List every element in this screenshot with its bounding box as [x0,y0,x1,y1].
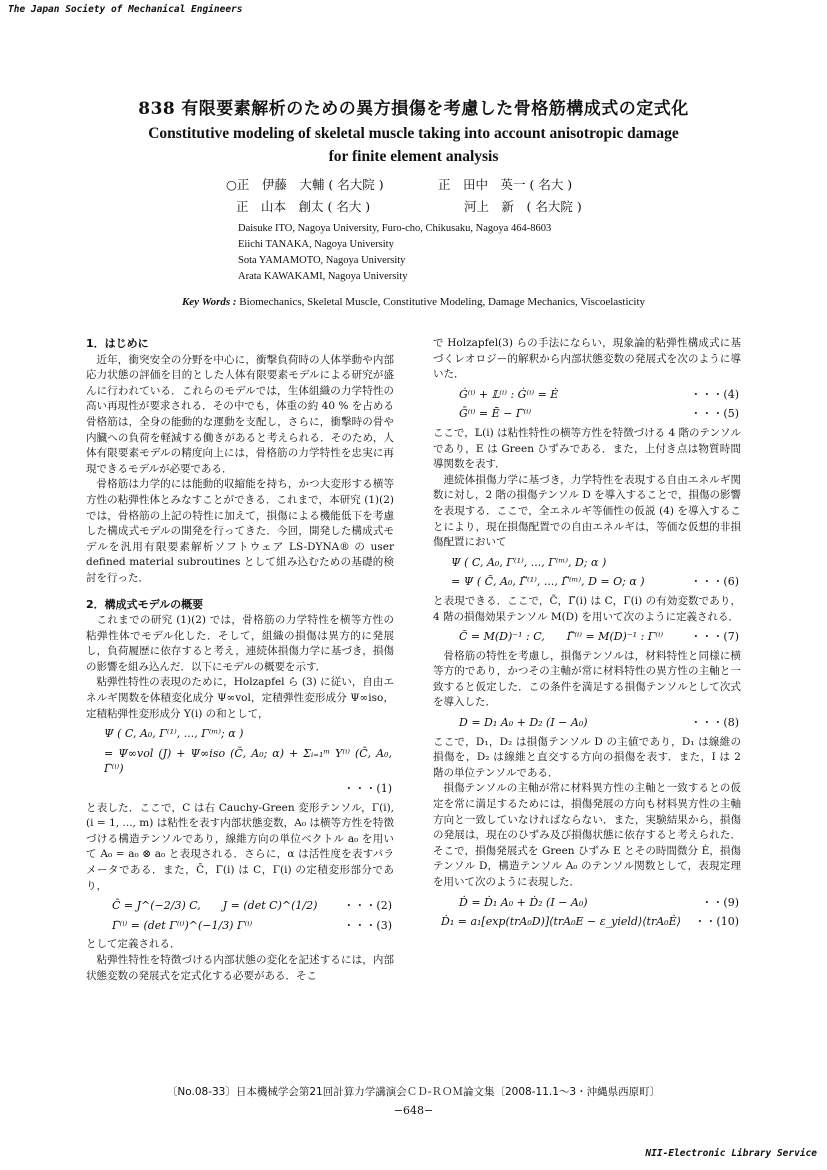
page-number: −648− [393,1104,434,1117]
paper-title-japanese [0,94,827,119]
equation-4: Ġ⁽ⁱ⁾ + 𝕃⁽ⁱ⁾ : Ġ⁽ⁱ⁾ = Ė ・・・(4) [459,387,739,401]
affiliation-3: Sota YAMAMOTO, Nagoya University [238,255,406,266]
paragraph: 粘弾性特性を特徴づける内部状態の変化を記述するには，内部状態変数の発展式を定式化する必要がある．そこ [86,953,394,982]
equation-6b: = Ψ ( C̃, A₀, Γ̃⁽¹⁾, ..., Γ̃⁽ᵐ⁾, D = O; α ) ・・・(6) [451,575,739,589]
left-column [86,336,394,984]
paragraph: として定義される． [86,938,181,951]
author-4: 河上 新 ( 名大院 ) [464,199,582,214]
section-2-heading: 2．構成式モデルの概要 [86,597,204,611]
affiliation-4: Arata KAWAKAMI, Nagoya University [238,271,408,282]
right-column [433,336,741,934]
proceedings-footer: 〔No.08-33〕日本機械学会第21回計算力学講演会ＣＤ-ＲＯＭ論文集〔2008-11.1〜3・沖縄県西原町〕 [166,1086,661,1098]
paragraph: 骨格筋は力学的には能動的収縮能を持ち，かつ大変形する横等方性の粘弾性体とみなすことができる．これまで，本研究 (1)(2) では，骨格筋の上記の特性に加えて，損傷による機能低下を考慮した構成式モデルの開発を行ってきた．今回，開発した構成式モデルを汎用有限要素解析ソフトウェア LS-DYNA® の user defined material subroutines として組み込むための基礎的検討を行った． [86,478,394,584]
paper-title-english [0,122,827,168]
paragraph: ここで，D₁，D₂ は損傷テンソル D の主値であり，D₁ は線維の損傷を，D₂ は線維と直交する方向の損傷を表す．また，I は 2 階の単位テンソルである． [433,735,741,779]
equation-7: C̃ = M(D)⁻¹ : C, Γ̃⁽ⁱ⁾ = M(D)⁻¹ : Γ⁽ⁱ⁾ ・・・(7) [459,630,739,644]
affiliations [238,221,551,285]
paragraph: と表した．ここで，C は右 Cauchy-Green 変形テンソル，Γ(i), (i = 1, ..., m) は粘性を表す内部状態変数，A₀ は横等方性を特徴づける構造テンソルであり，線維方向の単位ベクトル a₀ を用いて A₀ = a₀ ⊗ a₀ と表現される．さらに，α は活性度を表すパラメータである．また，C̄，Γ̄(i) は C，Γ(i) の定積変形部分であり， [86,801,394,892]
title-en-line-2: for finite element analysis [328,148,499,165]
equation-6a: Ψ ( C, A₀, Γ⁽¹⁾, ..., Γ⁽ᵐ⁾, D; α ) [451,555,607,569]
author-1: ○正 伊藤 大輔 ( 名大院 ) [226,177,384,192]
paragraph: 骨格筋の特性を考慮し，損傷テンソルは，材料特性と同様に横等方的であり，かつその主軸が常に材料特性の異方性の主軸と一致すると仮定した．この条件を満足する損傷テンソルとして次式を導入した． [433,649,741,709]
equation-5: Ḡ⁽ⁱ⁾ = Ē − Γ̄⁽ⁱ⁾ ・・・(5) [459,407,739,421]
keywords-text: Biomechanics, Skeletal Muscle, Constitutive Modeling, Damage Mechanics, Viscoelasticity [239,296,646,308]
equation-2: C̄ = J^(−2/3) C, J = (det C)^(1/2) ・・・(2) [112,899,392,913]
equation-9: Ḋ = Ḋ₁ A₀ + Ḋ₂ (I − A₀) ・・(9) [459,895,739,909]
paragraph: 連続体損傷力学に基づき，力学特性を表現する自由エネルギ関数に対し，2 階の損傷テンソル D を導入することで，損傷の影響を表現する．ここで，全エネルギ等価性の仮説 (4) を導入することにより，現在損傷配置での自由エネルギは，等価な仮想的非損傷配置において [433,473,741,549]
paragraph: で Holzapfel(3) らの手法にならい，現象論的粘弾性構成式に基づくレオロジー的解釈から内部状態変数の発展式を次のように導いた． [433,337,741,381]
author-3: 正 山本 創太 ( 名大 ) [236,199,371,214]
author-2: 正 田中 英一 ( 名大 ) [438,177,573,192]
paragraph: 近年，衝突安全の分野を中心に，衝撃負荷時の人体挙動や内部応力状態の評価を目的とした人体有限要素モデルによる研究が盛んに行われている．これらのモデルでは，生体組織の力学特性の高い再現性が要求される．その中でも，体重の約 40 % を占める骨格筋は，全身の能動的な運動を支配し，さらに，衝撃時の骨や内臓への負荷を軽減する働きがあると考えられる．そのため，人体有限要素モデルの精度向上には，骨格筋の力学特性を忠実に再現できるモデルが必要である． [86,353,394,475]
nii-library-footer: NII-Electronic Library Service [645,1148,817,1159]
paragraph: ここで，𝕃(i) は粘性特性の横等方性を特徴づける 4 階のテンソルであり，E は Green ひずみである．また，上付き点は物質時間導関数を表す． [433,426,741,471]
paragraph: 損傷テンソルの主軸が常に材料異方性の主軸と一致するとの仮定を常に満足するためには，損傷発展の方向も材料異方性の主軸方向と一致していなければならない．また，実験結果から，損傷の発展は，現在のひずみ及び損傷状態に依存すると考えられた．そこで，損傷発展式を Green ひずみ E とその時間微分 Ė，損傷テンソル D，構造テンソル A₀ のテンソル関数として，表現定理を用いて次のように表現した． [433,782,741,888]
title-en-line-1: Constitutive modeling of skeletal muscle taking into account anisotropic damage [148,125,679,142]
journal-org-header: The Japan Society of Mechanical Engineers [8,4,243,15]
equation-number: ・・・(1) [343,782,392,796]
affiliation-2: Eiichi TANAKA, Nagoya University [238,239,394,250]
author-list [226,174,582,218]
paragraph: と表現できる．ここで，C̃，Γ̃(i) は C，Γ(i) の有効変数であり，4 階の損傷効果テンソル M(D) を用いて次のように定義される． [433,594,741,623]
keywords [0,296,827,308]
keywords-label: Key Words : [181,296,237,308]
affiliation-1: Daisuke ITO, Nagoya University, Furo-cho, Chikusaku, Nagoya 464-8603 [238,223,552,234]
equation-10: Ḋ₁ = a₁[exp(trA₀D)]⟨trA₀E − ε_yield⟩⟨trA₀Ė⟩ ・・(10) [441,915,739,929]
paragraph: 粘弾性特性の表現のために，Holzapfel ら (3) に従い，自由エネルギ関数を体積変化成分 Ψ∞vol，定積弾性変形成分 Ψ∞iso，定積粘弾性変形成分 Υ(i) の和として， [86,676,394,720]
equation-1b: = Ψ∞vol (J) + Ψ∞iso (C̄, A₀; α) + Σᵢ₌₁ᵐ Υ⁽ⁱ⁾ (C̄, A₀, Γ̄⁽ⁱ⁾) [104,746,392,776]
section-1-heading: 1．はじめに [86,337,149,350]
equation-1-number-row [86,781,394,797]
equation-1a: Ψ ( C, A₀, Γ⁽¹⁾, ..., Γ⁽ᵐ⁾; α ) [104,727,244,741]
paper-number: 838 [138,99,176,119]
equation-8: D = D₁ A₀ + D₂ (I − A₀) ・・・(8) [459,716,739,730]
title-jp-text: 有限要素解析のための異方損傷を考慮した骨格筋構成式の定式化 [181,99,689,119]
paragraph: これまでの研究 (1)(2) では，骨格筋の力学特性を横等方性の粘弾性体でモデル化した．そして，組織の損傷は異方的に発展し，負荷履歴に依存すると考え，連続体損傷力学に基づき，損傷の影響を組み込んだ．以下にモデルの概要を示す． [86,614,394,673]
equation-3: Γ̄⁽ⁱ⁾ = (det Γ⁽ⁱ⁾)^(−1/3) Γ⁽ⁱ⁾ ・・・(3) [112,918,392,932]
